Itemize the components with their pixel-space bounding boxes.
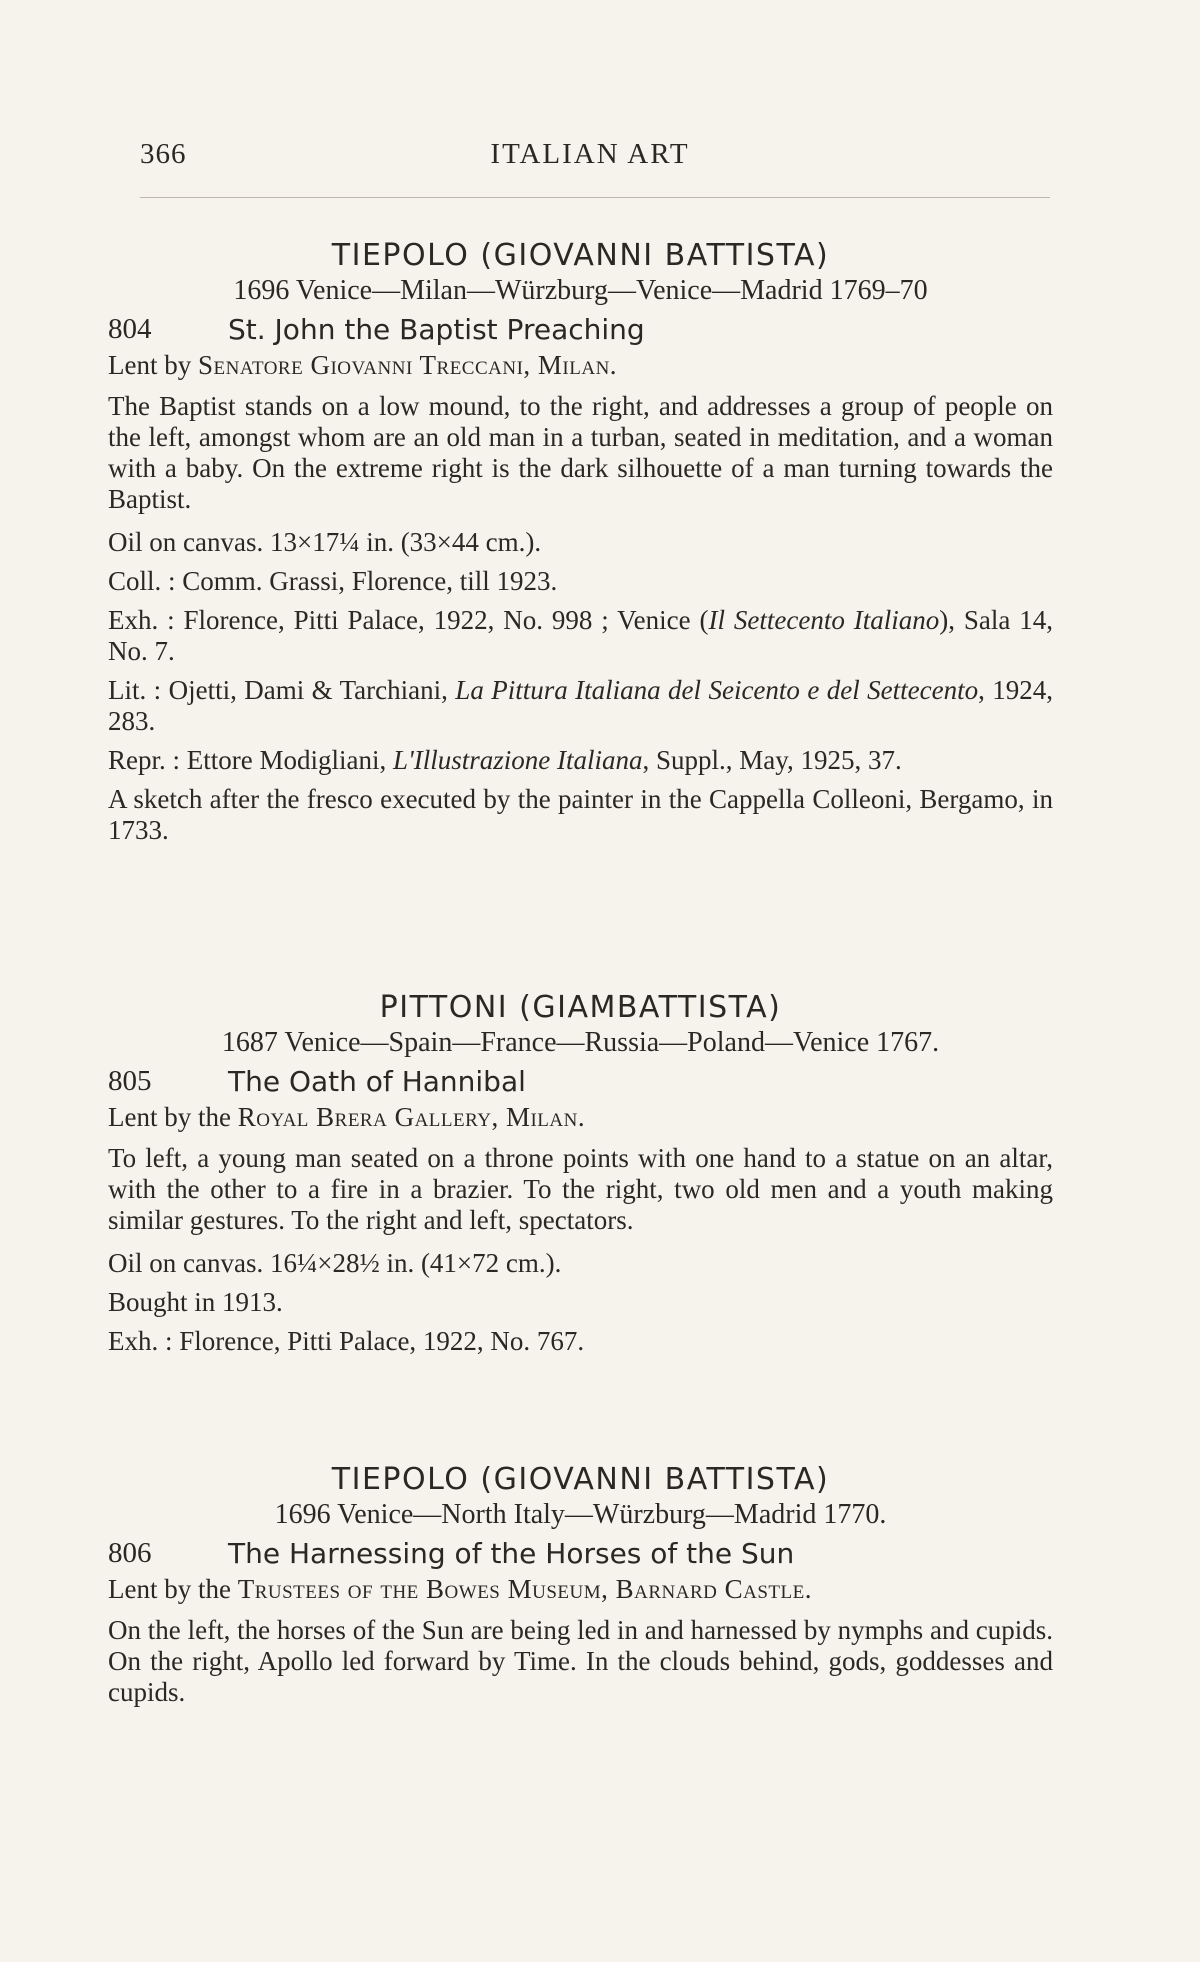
lender-prefix: Lent by [108, 350, 198, 380]
lender-prefix: Lent by the [108, 1574, 238, 1604]
exh-italic: Il Settecento Italiano [708, 605, 940, 635]
description: The Baptist stands on a low mound, to the right, and addresses a group of people on the left, amongst whom are an old man in a turban, seated in meditation, and a woman with a baby. On the extreme right is the dark silhouette of a man turning towards the Baptist. [108, 391, 1053, 514]
description: On the left, the horses of the Sun are being led in and harnessed by nymphs and cupids. On the right, Apollo led forward by Time. In the clouds behind, gods, goddesses and cupids. [108, 1615, 1053, 1707]
entry-804 [108, 238, 1053, 854]
reproduction [108, 745, 1053, 776]
provenance: Bought in 1913. [108, 1287, 283, 1317]
repr-text-end: , Suppl., May, 1925, 37. [642, 745, 902, 775]
entry-805 [108, 990, 1053, 1365]
work-title: The Harnessing of the Horses of the Sun [228, 1537, 795, 1570]
header-rule [140, 197, 1050, 198]
lit-italic: La Pittura Italiana del Seicento e del Settecento [455, 675, 979, 705]
exh-text-end: ), Sala 14, No. 7. [108, 605, 1053, 666]
catalogue-number: 806 [108, 1537, 152, 1569]
exhibitions [108, 605, 1053, 667]
lender-line [108, 1102, 1053, 1133]
lender-line [108, 350, 1053, 381]
catalogue-entry-line [108, 1065, 1053, 1098]
catalogue-entry-line [108, 1537, 1053, 1570]
running-title: ITALIAN ART [490, 138, 690, 170]
lender-line [108, 1574, 1053, 1605]
catalogue-entry-line [108, 313, 1053, 346]
artist-heading: PITTONI (GIAMBATTISTA) [379, 990, 782, 1025]
catalogue-number: 804 [108, 313, 152, 345]
artist-dates: 1696 Venice—Milan—Würzburg—Venice—Madrid 1769–70 [233, 275, 928, 306]
catalogue-number: 805 [108, 1065, 152, 1097]
work-title: St. John the Baptist Preaching [228, 313, 645, 346]
medium: Oil on canvas. 13×17¼ in. (33×44 cm.). [108, 527, 542, 557]
exh-text: Exh. : Florence, Pitti Palace, 1922, No. 998 ; Venice ( [108, 605, 709, 635]
lender-name: Royal Brera Gallery, Milan. [237, 1102, 586, 1132]
repr-italic: L'Illustrazione Italiana [392, 745, 643, 775]
artist-heading: TIEPOLO (GIOVANNI BATTISTA) [331, 1462, 830, 1497]
page-header [140, 138, 1040, 178]
description: To left, a young man seated on a throne points with one hand to a statue on an altar, with the other to a fire in a brazier. To the right, two old men and a youth making similar gestures. To the right and left, spectators. [108, 1143, 1053, 1235]
artist-heading: TIEPOLO (GIOVANNI BATTISTA) [331, 238, 830, 273]
lender-name: Trustees of the Bowes Museum, Barnard Castle. [237, 1574, 812, 1604]
artist-dates: 1696 Venice—North Italy—Würzburg—Madrid 1770. [274, 1499, 887, 1530]
page-number: 366 [140, 138, 187, 170]
literature [108, 675, 1053, 737]
collection: Coll. : Comm. Grassi, Florence, till 1923. [108, 566, 558, 596]
medium: Oil on canvas. 16¼×28½ in. (41×72 cm.). [108, 1248, 562, 1278]
lender-prefix: Lent by the [108, 1102, 238, 1132]
artist-dates: 1687 Venice—Spain—France—Russia—Poland—Venice 1767. [221, 1027, 940, 1058]
entry-806 [108, 1462, 1053, 1720]
lit-text: Lit. : Ojetti, Dami & Tarchiani, [108, 675, 456, 705]
exhibitions: Exh. : Florence, Pitti Palace, 1922, No. 767. [108, 1326, 585, 1356]
repr-text: Repr. : Ettore Modigliani, [108, 745, 393, 775]
work-title: The Oath of Hannibal [228, 1065, 526, 1098]
lender-name: Senatore Giovanni Treccani, Milan. [197, 350, 618, 380]
lit-text-end: , 1924, 283. [108, 675, 1053, 736]
note: A sketch after the fresco executed by the painter in the Cappella Colleoni, Bergamo, in 1733. [108, 784, 1053, 845]
